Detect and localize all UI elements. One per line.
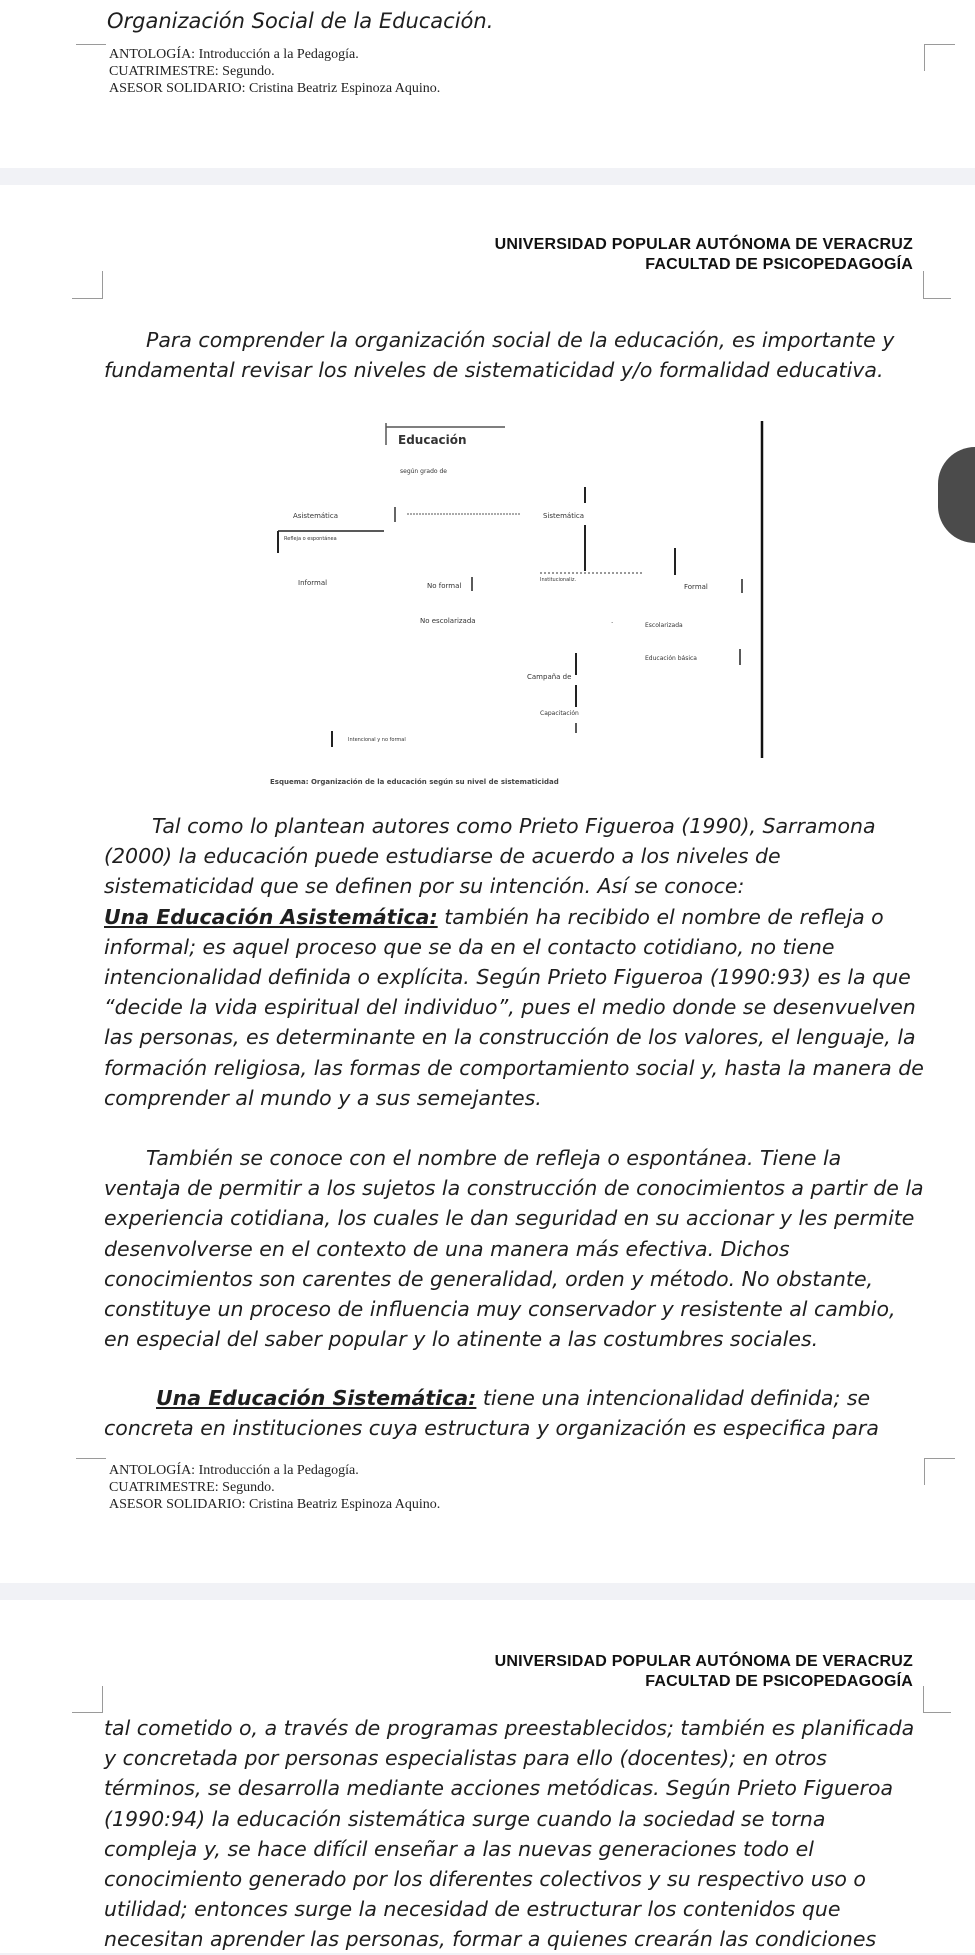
page-header [495,235,913,275]
para3 [104,1383,924,1443]
sistematica-term: Una Educación Sistemática: [156,1386,477,1410]
header-university: UNIVERSIDAD POPULAR AUTÓNOMA DE VERACRUZ [494,1653,913,1670]
section-title: Organización Social de la Educación. [107,9,494,33]
page-footer-2 [109,1462,440,1513]
footer-corner-right-2 [924,1458,955,1485]
diagram-center-mid2: Institucionaliz. [540,577,577,583]
diagram-caption: Esquema: Organización de la educación según su nivel de sistematicidad [270,778,559,786]
para2: También se conoce con el nombre de refleja o espontánea. Tiene la ventaja de permitir a los sujetos la construcción de conocimientos a partir de la experiencia cotidiana, los cuales le dan seguridad en su accionar y les permite desenvolverse en el contexto de una manera más efectiva. Dichos conocimientos son carentes de generalidad, orden y método. No obstante, constituye un proceso de influencia muy conservador y resistente al cambio, en especial del saber popular y lo atinente a las costumbres sociales. [104,1146,924,1352]
para1 [104,811,924,1113]
intro-paragraph: Para comprender la organización social de la educación, es importante y fundamental revisar los niveles de sistematicidad y/o formalidad educativa. [104,328,895,383]
header-faculty: FACULTAD DE PSICOPEDAGOGÍA [645,256,913,273]
diagram-center-low1: Campaña de [527,673,572,681]
page-3 [0,1600,975,1953]
page-1 [0,0,975,168]
footer-asesor: ASESOR SOLIDARIO: Cristina Beatriz Espinoza Aquino. [109,1497,441,1512]
diagram-left-top: Asistemática [293,512,339,520]
diagram-center-mid1: No formal [427,582,462,590]
asistematica-term: Una Educación Asistemática: [104,904,438,929]
svg-text:·: · [611,619,614,627]
header-corner-left-3 [72,1686,103,1713]
diagram-bottom-left: Intencional y no formal [348,737,406,743]
sistematica-description: tiene una intencionalidad definida; se concreta en instituciones cuya estructura y organización es especifica para [104,1386,879,1441]
footer-corner-right [924,44,955,71]
asistematica-description: también ha recibido el nombre de refleja o informal; es aquel proceso que se da en el contacto cotidiano, no tiene intencionalidad definida o explícita. Según Prieto Figueroa (1990:93) es la que “decide la vida espiritual del individuo”, pues el medio donde se desenvuelven las personas, es determinante en la construcción de los valores, el lenguaje, la formación religiosa, las formas de comportamiento social y, hasta la manera de comprender al mundo y a sus semejantes. [104,904,924,1110]
footer-asesor: ASESOR SOLIDARIO: Cristina Beatriz Espinoza Aquino. [109,81,441,96]
para4: tal cometido o, a través de programas preestablecidos; también es planificada y concretada por personas especialistas para ello (docentes); en otros términos, se desarrolla mediante acciones metódicas. Según Prieto Figueroa (1990:94) la educación sistemática surge cuando la sociedad se torna compleja y, se hace difícil enseñar a las nuevas generaciones todo el conocimiento generado por los diferentes colectivos y su respectivo uso o utilidad; entonces surge la necesidad de estructurar los contenidos que necesitan aprender las personas, formar a quienes crearán las condiciones [104,1716,915,1952]
footer-cuatrimestre: CUATRIMESTRE: Segundo. [109,64,275,79]
diagram-center-mid3: No escolarizada [420,617,476,625]
footer-corner-left [76,44,106,45]
footer-cuatrimestre: CUATRIMESTRE: Segundo. [109,1480,275,1495]
diagram-center-low2: Capacitación [540,710,579,717]
header-university: UNIVERSIDAD POPULAR AUTÓNOMA DE VERACRUZ [494,236,913,253]
para1-intro: Tal como lo plantean autores como Prieto Figueroa (1990), Sarramona (2000) la educación puede estudiarse de acuerdo a los niveles de sistematicidad que se definen por su intención. Así se conoce: [104,814,876,899]
page-footer [109,46,440,97]
diagram-left-sub2: Informal [298,579,328,587]
diagram-left-sub1: Refleja o espontánea [284,536,337,542]
para1-body [104,902,924,1113]
diagram-right-low: Educación básica [645,655,697,662]
diagram-center-top: Sistemática [543,512,585,520]
header-corner-right [923,271,951,299]
page-header-3 [495,1652,913,1692]
page-2 [0,185,975,1583]
diagram-subtitle: según grado de [400,468,447,475]
footer-antologia: ANTOLOGÍA: Introducción a la Pedagogía. [109,47,359,62]
diagram-title: Educación [398,433,467,447]
diagram-right-mid: Escolarizada [645,622,683,629]
footer-antologia: ANTOLOGÍA: Introducción a la Pedagogía. [109,1463,359,1478]
header-faculty: FACULTAD DE PSICOPEDAGOGÍA [645,1673,913,1690]
diagram-right-top: Formal [684,583,708,591]
footer-corner-left-2 [76,1458,106,1459]
header-corner-left [72,271,103,299]
header-corner-right-3 [923,1686,951,1713]
